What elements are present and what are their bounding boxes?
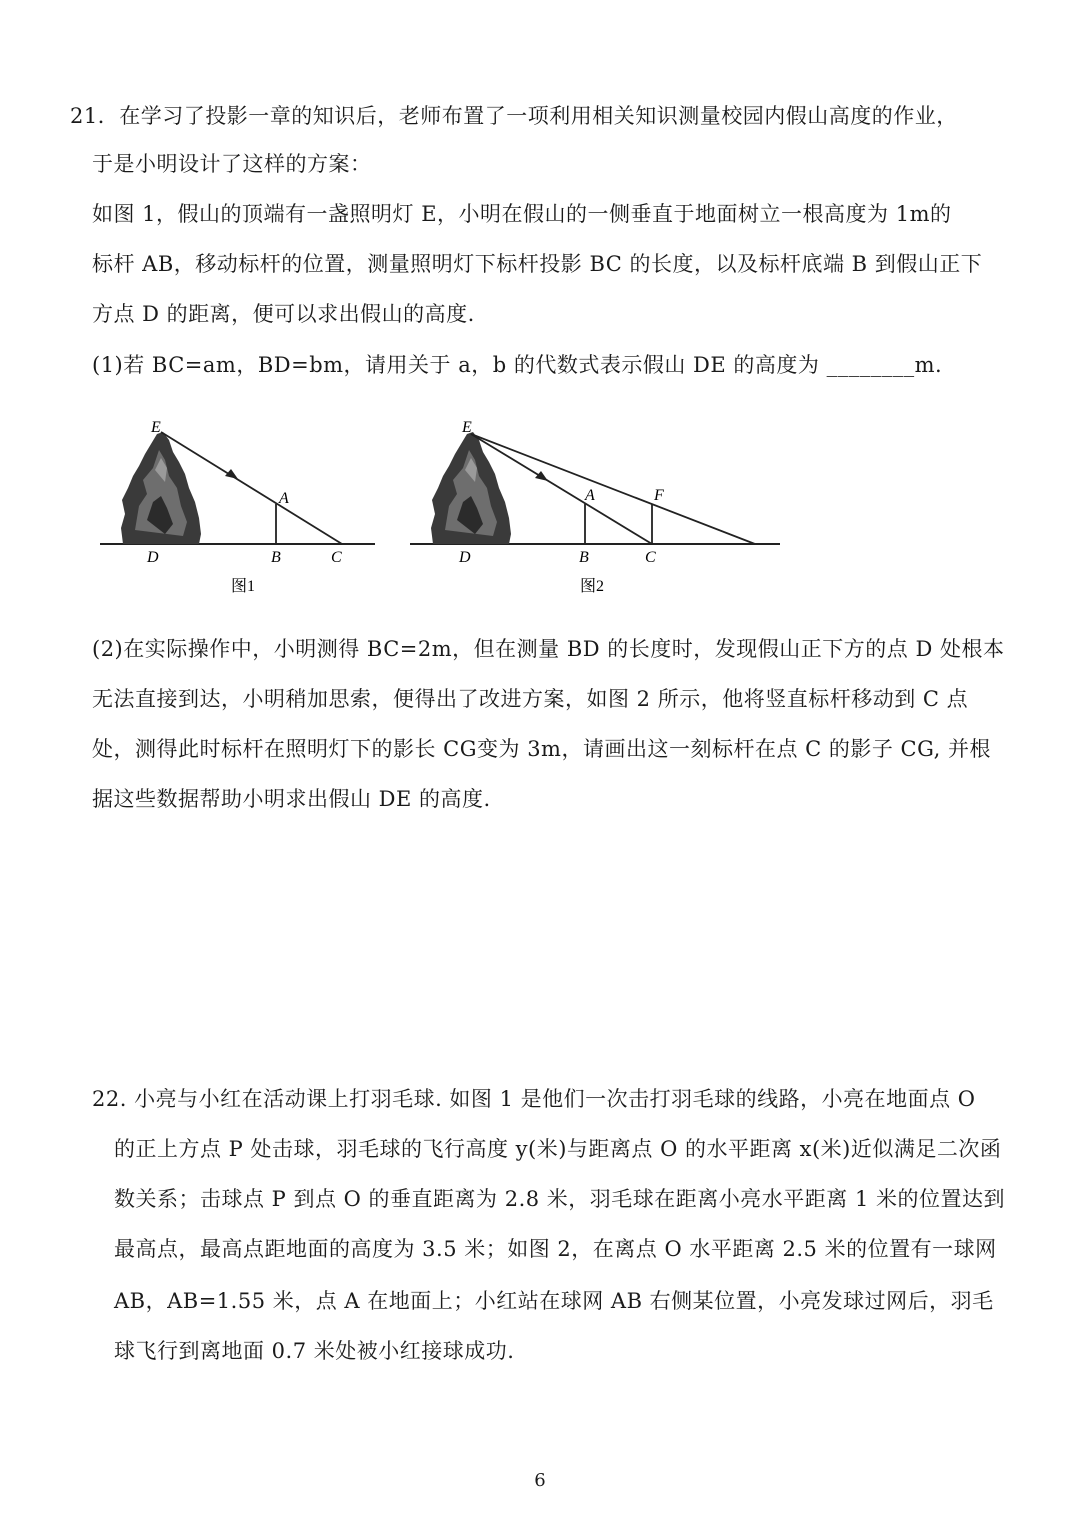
fig1-label-e: E [151, 419, 161, 436]
fig2-label-d: D [459, 549, 471, 566]
q21-part2-line-3: 处，测得此时标杆在照明灯下的影长 CG变为 3m，请画出这一刻标杆在点 C 的影子 CG, 并根 [92, 737, 992, 761]
fig2-caption: 图2 [580, 578, 605, 595]
q21-line-2: 于是小明设计了这样的方案： [92, 152, 372, 176]
q22-line-6: 球飞行到离地面 0.7 米处被小红接球成功. [114, 1339, 515, 1363]
q22-line-2: 的正上方点 P 处击球，羽毛球的飞行高度 y(米)与距离点 O 的水平距离 x(米)近似满足二次函 [114, 1137, 1002, 1161]
q21-line-5: 方点 D 的距离，便可以求出假山的高度. [92, 302, 475, 326]
q22-line-4: 最高点，最高点距地面的高度为 3.5 米；如图 2，在离点 O 水平距离 2.5 米的位置有一球网 [114, 1237, 997, 1261]
figure-2 [405, 410, 790, 600]
q21-part2-line-1: (2)在实际操作中，小明测得 BC=2m，但在测量 BD 的长度时，发现假山正下方的点 D 处根本 [92, 637, 1005, 661]
q22-line-5: AB，AB=1.55 米，点 A 在地面上；小红站在球网 AB 右侧某位置，小亮发球过网后，羽毛 [114, 1289, 994, 1313]
fig1-label-c: C [331, 549, 342, 566]
q21-part1: (1)若 BC=am，BD=bm，请用关于 a，b 的代数式表示假山 DE 的高度为 ________m. [92, 353, 943, 377]
q21-part2-line-2: 无法直接到达，小明稍加思索，便得出了改进方案，如图 2 所示，他将竖直标杆移动到 C 点 [92, 687, 969, 711]
fig2-label-c: C [645, 549, 656, 566]
fig1-label-d: D [147, 549, 159, 566]
q21-line-4: 标杆 AB，移动标杆的位置，测量照明灯下标杆投影 BC 的长度，以及标杆底端 B 到假山正下 [92, 252, 983, 276]
fig1-label-a: A [279, 490, 289, 507]
fig2-label-f: F [654, 487, 664, 504]
q21-line-1: 21．在学习了投影一章的知识后，老师布置了一项利用相关知识测量校园内假山高度的作业， [70, 104, 958, 128]
fig1-label-b: B [271, 549, 281, 566]
q22-line-1: 22. 小亮与小红在活动课上打羽毛球. 如图 1 是他们一次击打羽毛球的线路，小亮在地面点 O [92, 1087, 976, 1111]
fig2-rockery [431, 432, 511, 544]
fig1-arrow [225, 469, 238, 479]
q21-part2-line-4: 据这些数据帮助小明求出假山 DE 的高度. [92, 787, 491, 811]
fig2-label-a: A [585, 487, 595, 504]
figure-1 [95, 410, 385, 600]
fig2-ray-ef [471, 434, 755, 544]
fig1-caption: 图1 [231, 578, 256, 595]
fig2-label-b: B [579, 549, 589, 566]
fig2-arrow [535, 471, 548, 481]
q21-line-3: 如图 1，假山的顶端有一盏照明灯 E，小明在假山的一侧垂直于地面树立一根高度为 1m的 [92, 202, 952, 226]
q22-line-3: 数关系；击球点 P 到点 O 的垂直距离为 2.8 米，羽毛球在距离小亮水平距离 1 米的位置达到 [114, 1187, 1006, 1211]
page-number: 6 [534, 1470, 546, 1491]
fig2-label-e: E [462, 419, 472, 436]
